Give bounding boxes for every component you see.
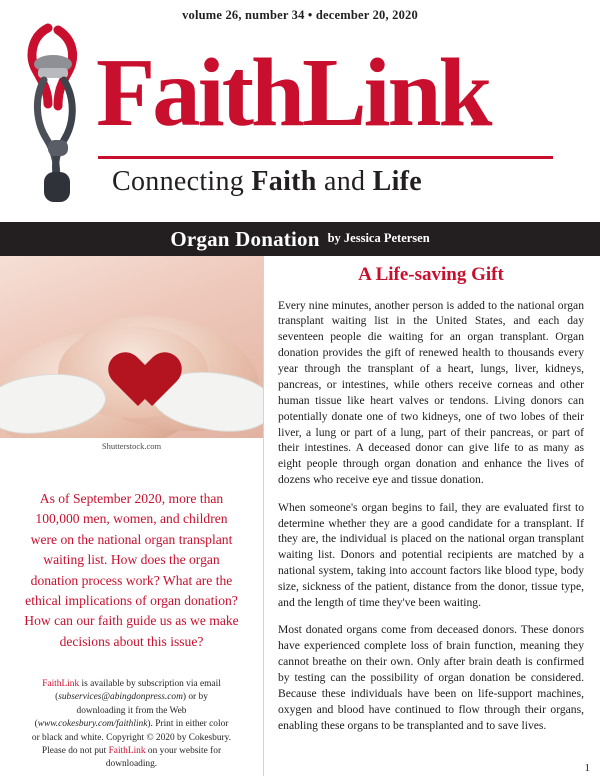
- footnote-line3: ). Print in either color or black and white. Copyright © 2020 by Cokesbury.: [31, 719, 232, 743]
- tagline-life: Life: [372, 166, 423, 197]
- footnote-web[interactable]: www.cokesbury.com/faithlink: [37, 719, 148, 730]
- tagline-mid: and: [316, 166, 373, 197]
- left-column: [0, 256, 263, 776]
- tagline-faith: Faith: [251, 166, 317, 197]
- footnote-brand-2: FaithLink: [108, 745, 146, 756]
- footnote-brand: FaithLink: [42, 679, 80, 690]
- photo-credit: Shutterstock.com: [101, 441, 162, 451]
- faithlink-logo: [88, 26, 588, 216]
- footnote-line1: is available by subscription via email (: [55, 679, 221, 703]
- tagline-prefix: Connecting: [112, 166, 252, 197]
- issue-line: volume 26, number 34 • december 20, 2020: [182, 8, 418, 22]
- footnote-line2: ) or by downloading it from the Web (: [34, 692, 208, 730]
- footnote-line4: Please do not put: [41, 745, 109, 756]
- article-title-bar: [0, 222, 600, 256]
- hands-holding-heart-photo: [0, 256, 263, 438]
- section-heading: A Life-saving Gift: [358, 264, 504, 285]
- page-number: 1: [584, 762, 590, 774]
- page-body: [0, 256, 600, 776]
- logo-divider-rule: [98, 156, 553, 159]
- article-byline: by Jessica Petersen: [327, 231, 430, 245]
- footnote-line5: on your website for downloading.: [105, 745, 222, 770]
- tagline: [112, 166, 422, 198]
- footnote-email[interactable]: subservices@abingdonpress.com: [58, 692, 183, 703]
- article-paragraph: Every nine minutes, another person is added to the national organ transplant waiting list in the United States, and each day seventeen people die waiting for an organ transplant. Organ donation provides the gift of renewed health to thousands every year through the transplant of a heart, lungs, liver, kidneys, pancreas, or intestines, while others receive corneas and other human tissue like heart valves or tendons. Living donors can potentially donate one of two kidneys, one of two lobes of their liver, a lung or part of a lung, part of their pancreas, or part of their intestines. A deceased donor can give life to as many as eight people through organ donation and enhance the lives of dozens who receive eye and tissue donation.: [278, 298, 584, 487]
- pull-quote: As of September 2020, more than 100,000 men, women, and children were on the national organ transplant waiting list. How does the organ donation process work? What are the ethical implications of organ donation? How can our faith guide us as we make decisions about this issue?: [24, 491, 239, 649]
- masthead: [0, 0, 600, 222]
- subscription-footnote: [0, 652, 263, 771]
- article-title: Organ Donation: [170, 226, 320, 251]
- article-paragraph: When someone's organ begins to fail, they are evaluated first to determine whether they are a good candidate for a transplant. If they are, the individual is placed on the national organ transplant waiting list. Donors and potential recipients are matched by a national system, taking into account factors like blood type, body size, sickness of the patient, distance from the donor, tissue type, and the length of time they've been waiting.: [278, 500, 584, 609]
- heart-icon: [98, 330, 162, 394]
- article-paragraph: Most donated organs come from deceased donors. These donors have experienced complete loss of brain function, meaning they cannot breathe on their own. Only after brain death is confirmed by testing can the possibility of organ donation be considered. Because these individuals have been on life-support machines, oxygen and blood have continued to flow through their organs, enabling these organs to be transplanted and to save lives.: [278, 623, 584, 732]
- faithlink-logo-text: FaithLink: [96, 39, 490, 146]
- right-column: [263, 256, 600, 776]
